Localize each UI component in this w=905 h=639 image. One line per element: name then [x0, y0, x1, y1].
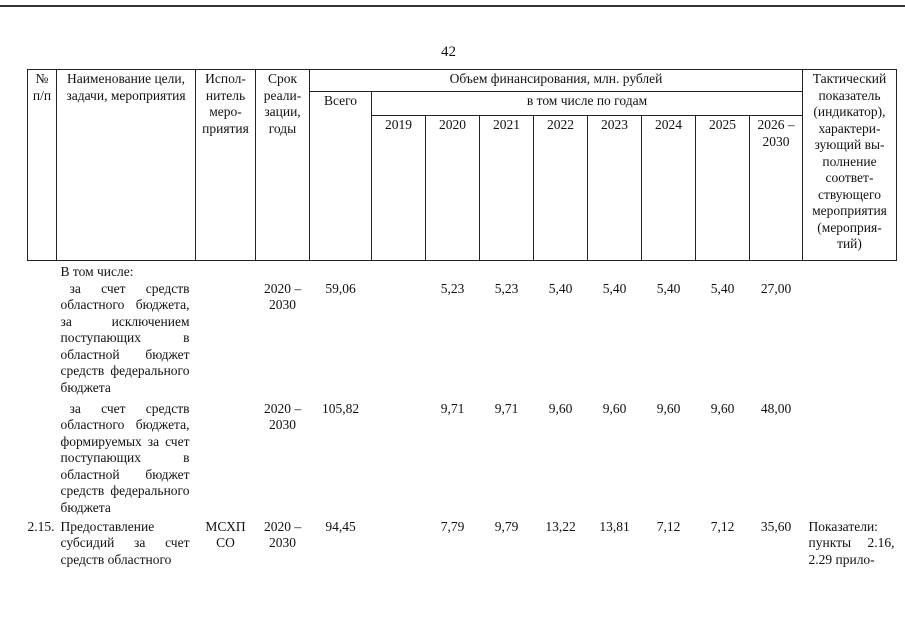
- row-year-value: 9,60: [602, 400, 627, 416]
- row-year-value: 13,22: [545, 518, 576, 534]
- row-total: 105,82: [321, 400, 360, 416]
- row-year-value: 5,23: [440, 280, 465, 296]
- header-term: Срок реали-зации, годы: [256, 70, 310, 261]
- row-total: 59,06: [325, 280, 356, 296]
- header-executor: Испол-нитель меро-приятия: [196, 70, 256, 261]
- financing-table: [27, 69, 897, 568]
- row-num: 2.15.: [27, 518, 55, 534]
- header-tactical: Тактический показатель (индикатор), характери-зующий вы-полнение соответ-ствующего мероприятия (мероприя-тий): [803, 70, 897, 261]
- row-tactical: [803, 281, 897, 401]
- row-executor: [196, 281, 256, 401]
- header-year: 2023: [588, 116, 642, 261]
- table-header: [28, 70, 897, 261]
- row-term: 2020 – 2030: [263, 400, 302, 432]
- row-year-value: 5,40: [548, 280, 573, 296]
- header-num: № п/п: [28, 70, 57, 261]
- table-row: [28, 281, 897, 401]
- header-year: 2026 – 2030: [750, 116, 803, 261]
- row-name: за счет средств областного бюджета, формируемых за счет поступающих в областной бюджет средств федерального бюджета: [60, 400, 190, 515]
- table-body: [28, 261, 897, 569]
- row-year-value: 7,12: [656, 518, 681, 534]
- table-row: [28, 401, 897, 519]
- row-year-value: 7,12: [710, 518, 735, 534]
- header-year: 2021: [480, 116, 534, 261]
- row-year-value: 9,60: [710, 400, 735, 416]
- row-year-value: [372, 281, 426, 401]
- row-year-value: 27,00: [760, 280, 792, 296]
- row-year-value: 35,60: [760, 518, 792, 534]
- top-rule: [0, 5, 905, 7]
- header-total: Всего: [310, 92, 372, 261]
- row-tactical: Показатели: пункты 2.16, 2.29 прило-: [808, 518, 895, 567]
- row-name: за счет средств областного бюджета, за исключением поступающих в областной бюджет средств федерального бюджета: [60, 280, 190, 395]
- table-row: [28, 261, 897, 281]
- row-num: [28, 281, 57, 401]
- row-year-value: 13,81: [599, 518, 630, 534]
- header-year: 2020: [426, 116, 480, 261]
- row-term: 2020 – 2030: [263, 280, 302, 312]
- row-total: 94,45: [325, 518, 356, 534]
- row-name: Предоставление субсидий за счет средств областного: [60, 518, 190, 567]
- header-year: 2024: [642, 116, 696, 261]
- row-tactical: [803, 401, 897, 519]
- row-num: [28, 401, 57, 519]
- header-funding: Объем финансирования, млн. рублей: [310, 70, 803, 92]
- table-row: [28, 519, 897, 569]
- row-year-value: 9,71: [494, 400, 519, 416]
- row-year-value: 48,00: [760, 400, 792, 416]
- row-year-value: [372, 401, 426, 519]
- header-name: Наименование цели, задачи, мероприятия: [57, 70, 196, 261]
- row-year-value: [372, 519, 426, 569]
- page-number: 42: [441, 44, 456, 60]
- row-year-value: 5,23: [494, 280, 519, 296]
- row-term: 2020 – 2030: [263, 518, 302, 550]
- row-year-value: 9,79: [494, 518, 519, 534]
- row-year-value: 5,40: [656, 280, 681, 296]
- row-year-value: 9,71: [440, 400, 465, 416]
- row-executor: [196, 401, 256, 519]
- header-year: 2019: [372, 116, 426, 261]
- row-executor: МСХП СО: [205, 518, 246, 550]
- row-year-value: 7,79: [440, 518, 465, 534]
- row-year-value: 9,60: [548, 400, 573, 416]
- header-year: 2022: [534, 116, 588, 261]
- header-year: 2025: [696, 116, 750, 261]
- row-num: [28, 261, 57, 281]
- row-year-value: 5,40: [710, 280, 735, 296]
- row-year-value: 5,40: [602, 280, 627, 296]
- header-by-years: в том числе по годам: [372, 92, 803, 116]
- row-name: В том числе:: [60, 264, 134, 279]
- row-year-value: 9,60: [656, 400, 681, 416]
